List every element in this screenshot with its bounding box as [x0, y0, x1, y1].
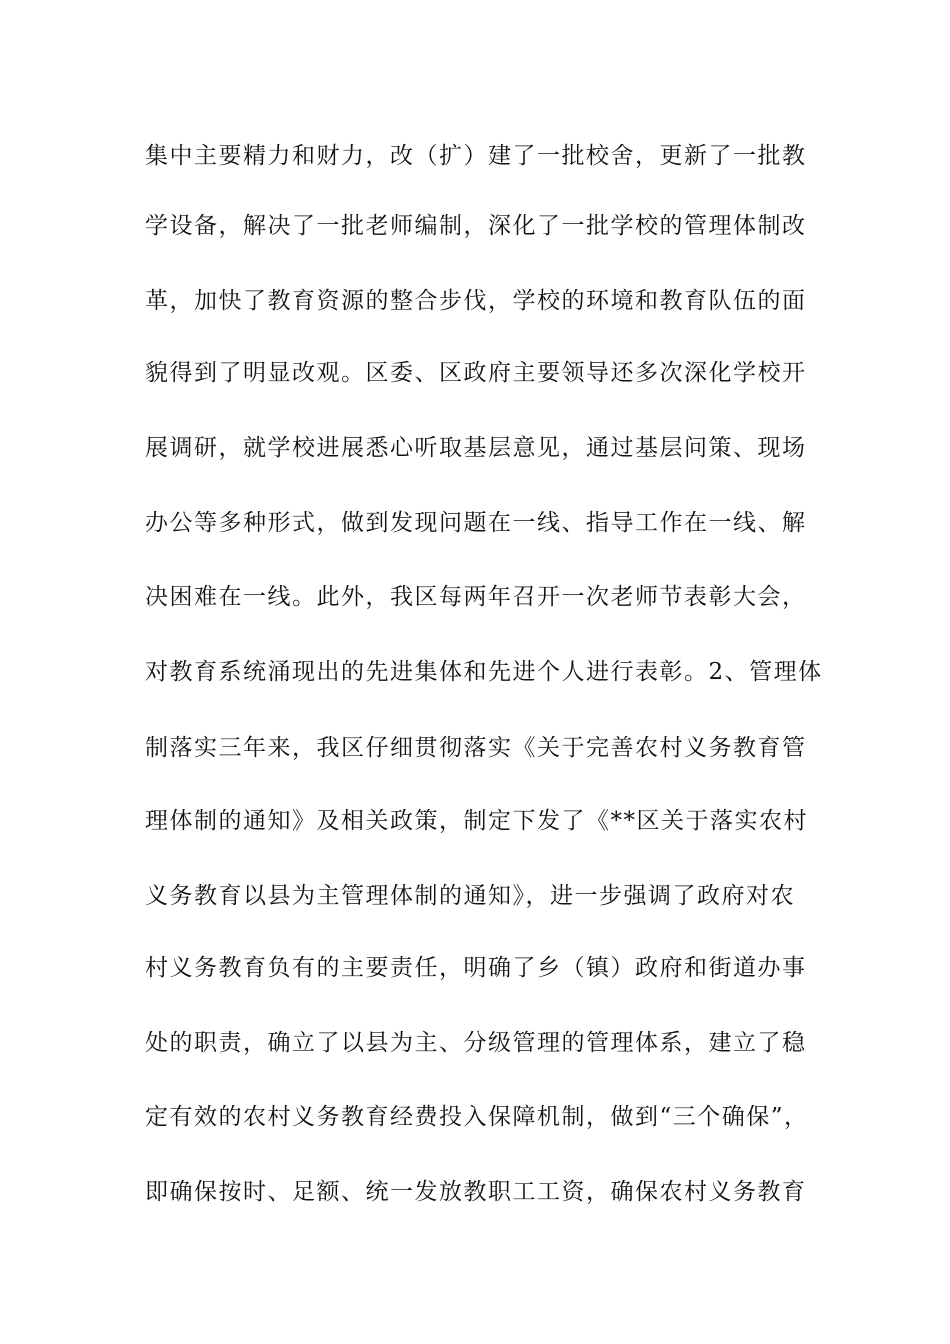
text-line: 即确保按时、足额、统一发放教职工工资，确保农村义务教育	[145, 1179, 807, 1205]
text-line: 理体制的通知》及相关政策，制定下发了《**区关于落实农村	[145, 808, 808, 834]
text-line: 义务教育以县为主管理体制的通知》，进一步强调了政府对农	[145, 883, 795, 909]
text-line: 村义务教育负有的主要责任，明确了乡（镇）政府和街道办事	[145, 955, 807, 981]
text-line: 决困难在一线。此外，我区每两年召开一次老师节表彰大会，	[145, 584, 807, 610]
text-line: 定有效的农村义务教育经费投入保障机制，做到“三个确保”，	[145, 1104, 809, 1130]
text-line: 展调研，就学校进展悉心听取基层意见，通过基层问策、现场	[145, 435, 807, 461]
text-line: 处的职责，确立了以县为主、分级管理的管理体系，建立了稳	[145, 1030, 807, 1056]
text-line: 革，加快了教育资源的整合步伐，学校的环境和教育队伍的面	[145, 288, 807, 314]
text-line: 集中主要精力和财力，改（扩）建了一批校舍，更新了一批教	[145, 143, 807, 169]
text-line: 办公等多种形式，做到发现问题在一线、指导工作在一线、解	[145, 510, 807, 536]
text-line: 对教育系统涌现出的先进集体和先进个人进行表彰。2、管理体	[145, 659, 823, 685]
text-line: 貌得到了明显改观。区委、区政府主要领导还多次深化学校开	[145, 360, 807, 386]
text-line: 学设备，解决了一批老师编制，深化了一批学校的管理体制改	[145, 213, 807, 239]
text-line: 制落实三年来，我区仔细贯彻落实《关于完善农村义务教育管	[145, 735, 807, 761]
